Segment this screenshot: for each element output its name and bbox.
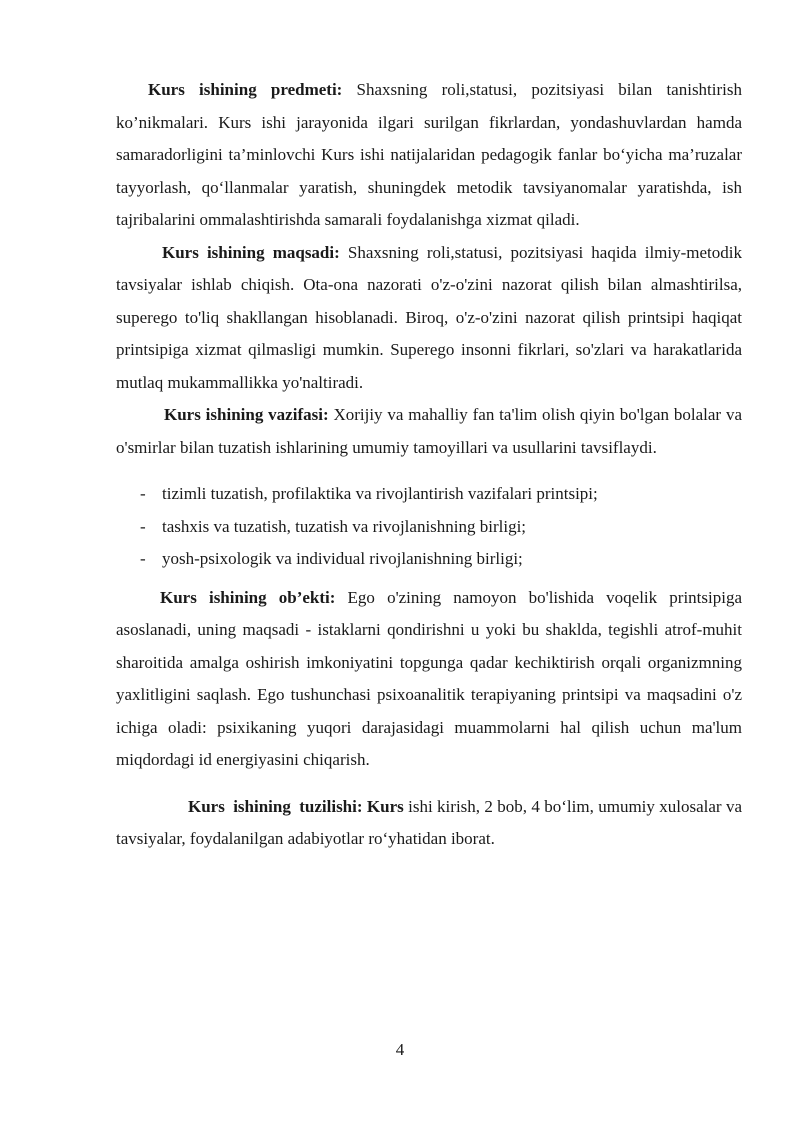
text-vazifasi: Xorijiy va mahalliy fan ta'lim olish qiyin bo'lgan bolalar va o'smirlar bilan tuzatish ishlarining umumiy tamoyillari va usullarini tavsiflaydi.: [116, 405, 742, 457]
term-tuzilishi: Kurs ishining tuzilishi:: [188, 796, 363, 816]
paragraph-maqsadi: [116, 237, 742, 400]
paragraph-predmeti: [116, 74, 742, 237]
text-predmeti: Shaxsning roli,statusi, pozitsiyasi bilan tanishtirish ko’nikmalari. Kurs ishi jarayonida ilgari surilgan fikrlardan, yondashuvlardan hamda samaradorligini ta’minlovchi Kurs ishi natijalaridan pedagogik fanlar bo‘yicha ma’ruzalar tayyorlash, qo‘llanmalar yaratish, shuningdek metodik tavsiyanomalar yaratishda, ish tajribalarini ommalashtirishda samarali foydalanishga xizmat qiladi.: [116, 80, 743, 229]
list-dash: -: [140, 549, 146, 568]
list-item: [116, 511, 742, 544]
list-item: [116, 478, 742, 511]
term-obekti: Kurs ishining ob’ekti:: [160, 587, 336, 607]
list-item-text: yosh-psixologik va individual rivojlanishning birligi;: [162, 549, 523, 568]
document-page: [116, 74, 742, 856]
text-tuzilishi: ishi kirish, 2 bob, 4 bo‘lim, umumiy xulosalar va tavsiyalar, foydalanilgan adabiyotlar ro‘yhatidan iborat.: [116, 796, 742, 848]
list-item-text: tizimli tuzatish, profilaktika va rivojlantirish vazifalari printsipi;: [162, 484, 598, 503]
principles-list: [116, 478, 742, 576]
page-number: 4: [395, 1040, 405, 1059]
paragraph-tuzilishi: [116, 791, 742, 856]
text-maqsadi: Shaxsning roli,statusi, pozitsiyasi haqida ilmiy-metodik tavsiyalar ishlab chiqish. Ota-ona nazorati o'z-o'zini nazorat qilish bilan almashtirilsa, superego to'liq shakllangan hisoblanadi. Biroq, o'z-o'zini nazorat qilish printsipi haqiqat printsipiga xizmat qilmasligi mumkin. Superego insonni fikrlari, so'zlari va harakatlarida mutlaq mukammallikka yo'naltiradi.: [116, 242, 742, 392]
term-maqsadi: Kurs ishining maqsadi:: [162, 242, 340, 262]
list-dash: -: [140, 516, 146, 536]
list-item-text: tashxis va tuzatish, tuzatish va rivojlanishning birligi;: [162, 516, 527, 536]
paragraph-vazifasi: [116, 399, 742, 464]
term-predmeti: Kurs ishining predmeti:: [148, 80, 343, 99]
term-vazifasi: Kurs ishining vazifasi:: [164, 405, 329, 424]
term-tuzilishi-kurs: Kurs: [366, 796, 404, 816]
list-dash: -: [140, 484, 146, 503]
paragraph-obekti: [116, 582, 742, 777]
text-obekti: Ego o'zining namoyon bo'lishida voqelik printsipiga asoslanadi, uning maqsadi - istaklarni qondirishni u yoki bu shaklda, tegishli atrof-muhit sharoitida amalga oshirish imkoniyatini topgunga qadar kechiktirish orqali organizmning yaxlitligini saqlash. Ego tushunchasi psixoanalitik terapiyaning printsipi va maqsadini o'z ichiga oladi: psixikaning yuqori darajasidagi muammolarni hal qilish uchun ma'lum miqdordagi id energiyasini chiqarish.: [116, 587, 743, 769]
list-item: [116, 543, 742, 576]
